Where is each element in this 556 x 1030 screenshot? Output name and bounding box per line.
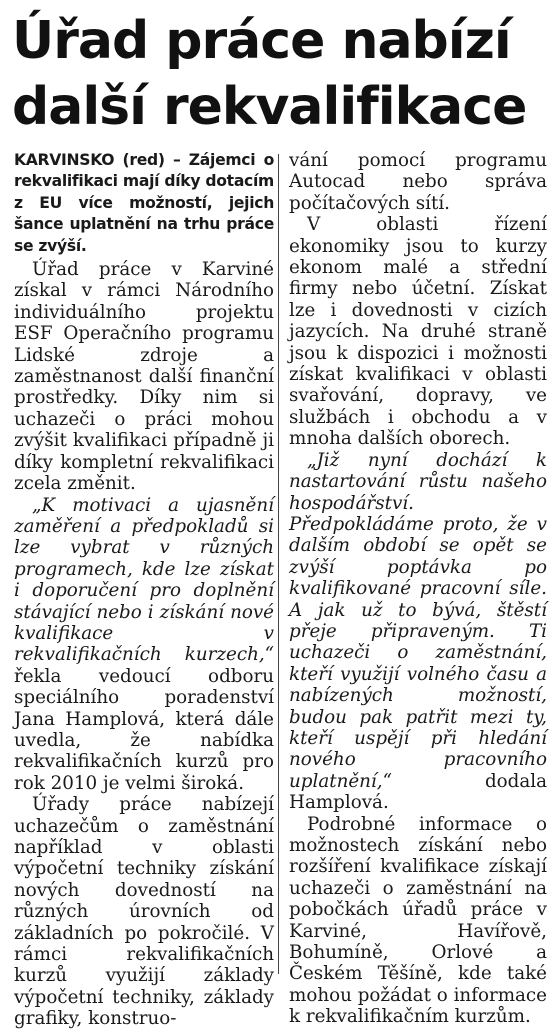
column-divider: [278, 154, 279, 974]
quote-paragraph: [14, 495, 274, 795]
article-column-right: [289, 150, 547, 1028]
article-lead: KARVINSKO (red) – Zájemci o rekvalifikaci mají díky dotacím z EU více možností, jejich šance uplatnění na trhu práce se zvýší.: [14, 151, 274, 255]
quote-text: „K motivaci a ujasnění zaměření a předpokladů si lze vybrat v různých programech, kde lze získat i doporučení pro doplnění stávající nebo i získání nové kvalifikace v rekvalifikačních kurzech,“: [14, 494, 274, 666]
paragraph: Podrobné informace o možnostech získání nebo rozšíření kvalifikace získají uchazeči o zaměstnání na pobočkách úřadů práce v Karviné, Havířově, Bohumíně, Orlové a Českém Těšíně, kde také mohou požádat o informace k rekvalifikačním kurzům.: [289, 813, 547, 1028]
paragraph: Úřady práce nabízejí uchazečům o zaměstnání například v oblasti výpočetní techniky získání nových dovedností na různých úrovních od základních po pokročilé. V rámci rekvalifikačních kurzů využijí základy výpočetní techniky, základy grafiky, konstruo-: [14, 794, 274, 1030]
paragraph-continued: vání pomocí programu Autocad nebo správa počítačových sítí.: [289, 150, 547, 214]
paragraph: V oblasti řízení ekonomiky jsou to kurzy ekonom malé a střední firmy nebo účetní. Získat lze i dovednosti v cizích jazycích. Na druhé straně jsou k dispozici i možnosti získat kvalifikaci v oblasti svařování, dopravy, ve službách i obchodu a v mnoha dalších oborech.: [289, 214, 547, 450]
quote-paragraph: [289, 450, 547, 814]
headline-line-1: Úřad práce nabízí: [12, 11, 511, 71]
headline-line-2: další rekvalifikace: [12, 77, 527, 137]
quote-attribution: řekla vedoucí odboru speciálního poradenství Jana Hamplová, která dále uvedla, že nabídka rekvalifikačních kurzů pro rok 2010 je velmi široká.: [14, 665, 274, 794]
article-headline: [12, 8, 547, 140]
quote-text: „Již nyní dochází k nastartování růstu našeho hospodářství. Předpokládáme proto, že v dalším období se opět se zvýší poptávka po kvalifikované pracovní síle. A jak už to bývá, štěstí přeje připraveným. Ti uchazeči o zaměstnání, kteří využijí volného času a nabízených možností, budou pak patřit mezi ty, kteří uspějí při hledání nového pracovního uplatnění,“: [289, 449, 547, 792]
paragraph: Úřad práce v Karviné získal v rámci Národního individuálního projektu ESF Operačního programu Lidské zdroje a zaměstnanost další finanční prostředky. Díky nim si uchazeči o práci mohou zvýšit kvalifikaci případně ji díky kompletní rekvalifikaci zcela změnit.: [14, 259, 274, 495]
quote-attribution: dodala Hamplová.: [289, 770, 547, 814]
article-column-left: [14, 150, 274, 1030]
